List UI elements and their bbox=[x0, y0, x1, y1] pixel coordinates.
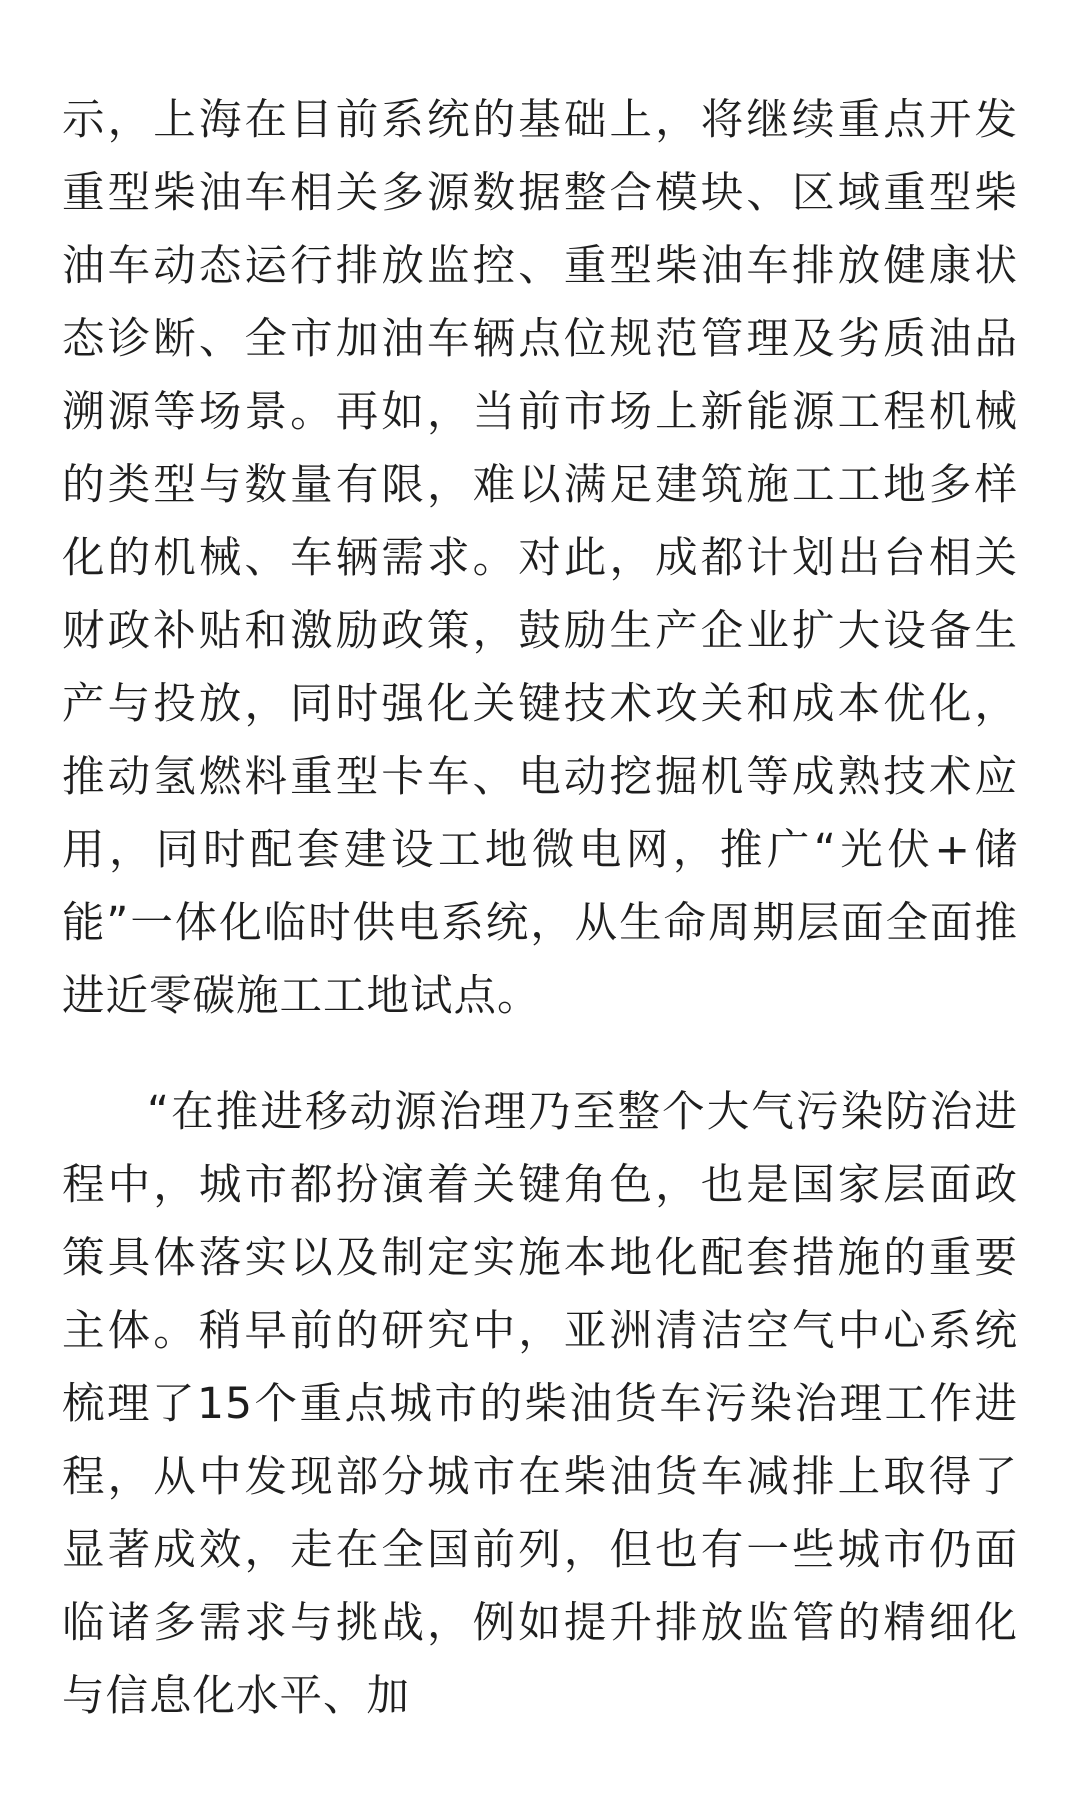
article-paragraph: “在推进移动源治理乃至整个大气污染防治进程中，城市都扮演着关键角色，也是国家层面政策具体落实以及制定实施本地化配套措施的重要主体。稍早前的研究中，亚洲清洁空气中心系统梳理了15个重点城市的柴油货车污染治理工作进程，从中发现部分城市在柴油货车减排上取得了显著成效，走在全国前列，但也有一些城市仍面临诸多需求与挑战，例如提升排放监管的精细化与信息化水平、加 bbox=[62, 1088, 1018, 1721]
article-paragraph: 示，上海在目前系统的基础上，将继续重点开发重型柴油车相关多源数据整合模块、区域重型柴油车动态运行排放监控、重型柴油车排放健康状态诊断、全市加油车辆点位规范管理及劣质油品溯源等场景。再如，当前市场上新能源工程机械的类型与数量有限，难以满足建筑施工工地多样化的机械、车辆需求。对此，成都计划出台相关财政补贴和激励政策，鼓励生产企业扩大设备生产与投放，同时强化关键技术攻关和成本优化，推动氢燃料重型卡车、电动挖掘机等成熟技术应用，同时配套建设工地微电网，推广“光伏+储能”一体化临时供电系统，从生命周期层面全面推进近零碳施工工地试点。 bbox=[62, 96, 1018, 1021]
